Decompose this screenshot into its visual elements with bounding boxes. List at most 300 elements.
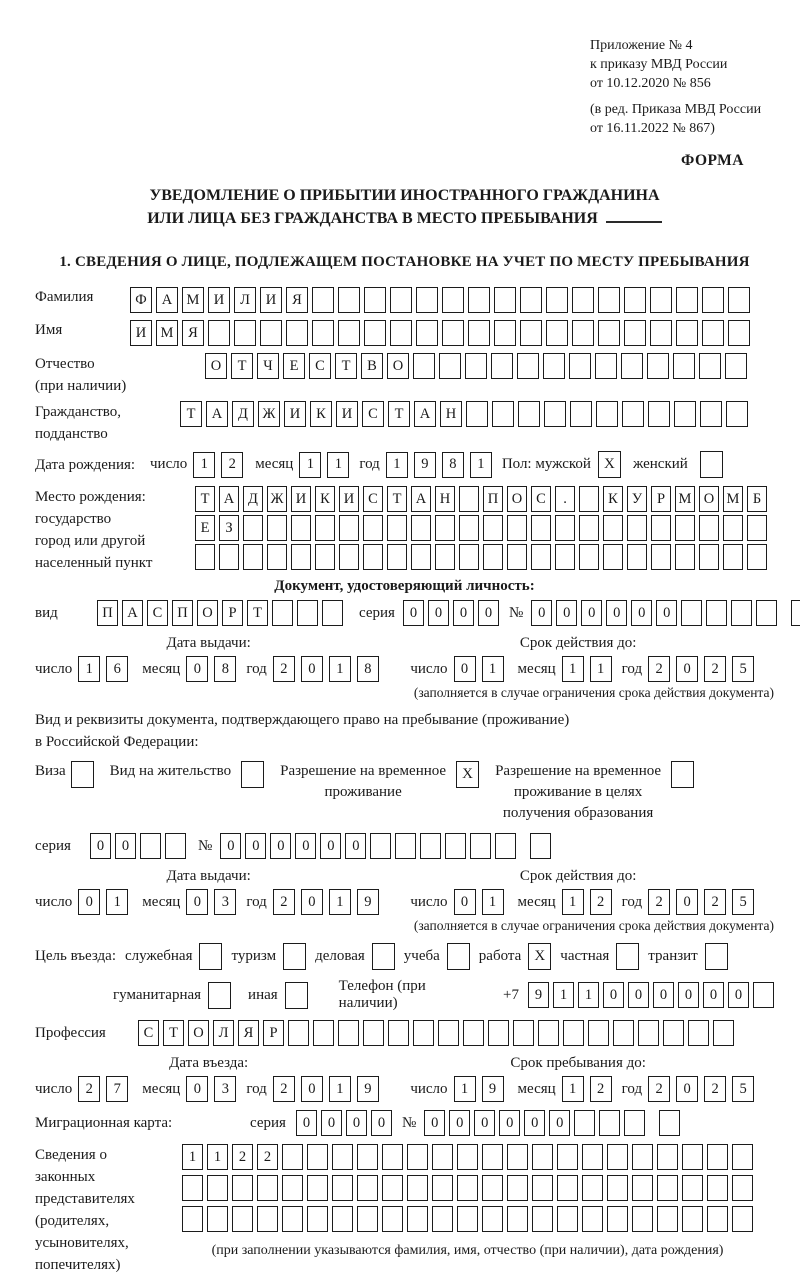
char-cell[interactable]	[732, 1206, 753, 1232]
char-cell[interactable]: 6	[106, 656, 128, 682]
char-cell[interactable]: 0	[320, 833, 341, 859]
char-cell[interactable]	[579, 515, 599, 541]
char-cell[interactable]: 1	[562, 889, 584, 915]
char-cell[interactable]	[313, 1020, 334, 1046]
char-cell[interactable]	[728, 287, 750, 313]
char-cell[interactable]: И	[130, 320, 152, 346]
sex-male-checkbox[interactable]: X	[598, 451, 621, 478]
char-cell[interactable]	[483, 544, 503, 570]
char-cell[interactable]	[651, 544, 671, 570]
education-permit-checkbox[interactable]	[671, 761, 694, 788]
char-cell[interactable]: 0	[703, 982, 724, 1008]
char-cell[interactable]	[488, 1020, 509, 1046]
char-cell[interactable]	[707, 1175, 728, 1201]
char-cell[interactable]: 0	[474, 1110, 495, 1136]
char-cell[interactable]	[357, 1206, 378, 1232]
char-cell[interactable]: М	[156, 320, 178, 346]
char-cell[interactable]: О	[507, 486, 527, 512]
char-cell[interactable]	[699, 515, 719, 541]
char-cell[interactable]: З	[219, 515, 239, 541]
char-cell[interactable]	[574, 1110, 595, 1136]
char-cell[interactable]: Р	[651, 486, 671, 512]
char-cell[interactable]: 8	[357, 656, 379, 682]
char-cell[interactable]: 1	[590, 656, 612, 682]
char-cell[interactable]: 0	[186, 656, 208, 682]
char-cell[interactable]	[579, 486, 599, 512]
char-cell[interactable]: 0	[220, 833, 241, 859]
char-cell[interactable]	[272, 600, 293, 626]
char-cell[interactable]: 2	[273, 1076, 295, 1102]
char-cell[interactable]	[663, 1020, 684, 1046]
char-cell[interactable]	[702, 287, 724, 313]
char-cell[interactable]: 1	[454, 1076, 476, 1102]
char-cell[interactable]: И	[336, 401, 358, 427]
char-cell[interactable]	[445, 833, 466, 859]
char-cell[interactable]	[713, 1020, 734, 1046]
char-cell[interactable]	[432, 1175, 453, 1201]
char-cell[interactable]	[407, 1144, 428, 1170]
char-cell[interactable]: 1	[329, 1076, 351, 1102]
char-cell[interactable]: К	[315, 486, 335, 512]
char-cell[interactable]: 0	[270, 833, 291, 859]
char-cell[interactable]: С	[147, 600, 168, 626]
char-cell[interactable]	[339, 544, 359, 570]
char-cell[interactable]	[357, 1144, 378, 1170]
char-cell[interactable]: 0	[186, 889, 208, 915]
char-cell[interactable]	[507, 515, 527, 541]
char-cell[interactable]	[307, 1175, 328, 1201]
char-cell[interactable]	[732, 1144, 753, 1170]
char-cell[interactable]	[531, 544, 551, 570]
char-cell[interactable]: 9	[357, 1076, 379, 1102]
char-cell[interactable]	[282, 1144, 303, 1170]
char-cell[interactable]: 0	[653, 982, 674, 1008]
char-cell[interactable]	[332, 1144, 353, 1170]
char-cell[interactable]: 0	[90, 833, 111, 859]
char-cell[interactable]	[638, 1020, 659, 1046]
char-cell[interactable]: 1	[562, 656, 584, 682]
char-cell[interactable]: 5	[732, 1076, 754, 1102]
char-cell[interactable]	[339, 515, 359, 541]
char-cell[interactable]: 2	[648, 1076, 670, 1102]
char-cell[interactable]	[747, 515, 767, 541]
char-cell[interactable]: К	[603, 486, 623, 512]
char-cell[interactable]: 0	[581, 600, 602, 626]
char-cell[interactable]	[363, 1020, 384, 1046]
char-cell[interactable]: 0	[115, 833, 136, 859]
char-cell[interactable]: 1	[193, 452, 215, 478]
char-cell[interactable]	[243, 544, 263, 570]
char-cell[interactable]: Е	[195, 515, 215, 541]
char-cell[interactable]	[407, 1175, 428, 1201]
char-cell[interactable]	[557, 1175, 578, 1201]
char-cell[interactable]	[756, 600, 777, 626]
char-cell[interactable]: Ж	[267, 486, 287, 512]
char-cell[interactable]	[699, 544, 719, 570]
char-cell[interactable]	[543, 353, 565, 379]
char-cell[interactable]: 2	[221, 452, 243, 478]
char-cell[interactable]	[702, 320, 724, 346]
char-cell[interactable]	[208, 320, 230, 346]
char-cell[interactable]	[382, 1175, 403, 1201]
char-cell[interactable]: Т	[195, 486, 215, 512]
char-cell[interactable]: 1	[470, 452, 492, 478]
char-cell[interactable]	[459, 486, 479, 512]
char-cell[interactable]	[482, 1175, 503, 1201]
char-cell[interactable]	[621, 353, 643, 379]
char-cell[interactable]	[494, 287, 516, 313]
char-cell[interactable]: 0	[631, 600, 652, 626]
char-cell[interactable]	[627, 544, 647, 570]
char-cell[interactable]	[507, 1175, 528, 1201]
char-cell[interactable]	[673, 353, 695, 379]
char-cell[interactable]: 2	[232, 1144, 253, 1170]
char-cell[interactable]	[432, 1144, 453, 1170]
char-cell[interactable]	[243, 515, 263, 541]
char-cell[interactable]	[495, 833, 516, 859]
char-cell[interactable]	[555, 544, 575, 570]
char-cell[interactable]	[267, 515, 287, 541]
char-cell[interactable]	[517, 353, 539, 379]
char-cell[interactable]	[457, 1206, 478, 1232]
char-cell[interactable]: М	[182, 287, 204, 313]
char-cell[interactable]	[682, 1206, 703, 1232]
char-cell[interactable]	[544, 401, 566, 427]
char-cell[interactable]	[657, 1175, 678, 1201]
char-cell[interactable]	[463, 1020, 484, 1046]
char-cell[interactable]: С	[309, 353, 331, 379]
humanitarian-checkbox[interactable]	[208, 982, 231, 1009]
char-cell[interactable]: Т	[163, 1020, 184, 1046]
char-cell[interactable]	[442, 320, 464, 346]
char-cell[interactable]: 1	[106, 889, 128, 915]
char-cell[interactable]: 0	[321, 1110, 342, 1136]
char-cell[interactable]	[622, 401, 644, 427]
char-cell[interactable]	[407, 1206, 428, 1232]
char-cell[interactable]: 0	[676, 1076, 698, 1102]
char-cell[interactable]	[632, 1206, 653, 1232]
char-cell[interactable]	[791, 600, 800, 626]
char-cell[interactable]	[338, 320, 360, 346]
char-cell[interactable]: 0	[454, 889, 476, 915]
char-cell[interactable]: О	[699, 486, 719, 512]
char-cell[interactable]	[332, 1175, 353, 1201]
char-cell[interactable]	[607, 1175, 628, 1201]
char-cell[interactable]	[411, 515, 431, 541]
char-cell[interactable]	[307, 1206, 328, 1232]
char-cell[interactable]	[613, 1020, 634, 1046]
char-cell[interactable]: А	[411, 486, 431, 512]
char-cell[interactable]: 0	[499, 1110, 520, 1136]
char-cell[interactable]	[468, 320, 490, 346]
char-cell[interactable]: М	[723, 486, 743, 512]
char-cell[interactable]	[657, 1144, 678, 1170]
char-cell[interactable]: Б	[747, 486, 767, 512]
char-cell[interactable]: 0	[449, 1110, 470, 1136]
char-cell[interactable]	[338, 1020, 359, 1046]
char-cell[interactable]	[432, 1206, 453, 1232]
char-cell[interactable]: Я	[182, 320, 204, 346]
char-cell[interactable]	[731, 600, 752, 626]
char-cell[interactable]	[257, 1175, 278, 1201]
char-cell[interactable]	[725, 353, 747, 379]
char-cell[interactable]	[465, 353, 487, 379]
char-cell[interactable]	[416, 287, 438, 313]
char-cell[interactable]	[411, 544, 431, 570]
char-cell[interactable]	[195, 544, 215, 570]
business-checkbox[interactable]	[372, 943, 395, 970]
char-cell[interactable]	[570, 401, 592, 427]
char-cell[interactable]: С	[363, 486, 383, 512]
char-cell[interactable]	[624, 1110, 645, 1136]
char-cell[interactable]	[607, 1144, 628, 1170]
char-cell[interactable]	[315, 544, 335, 570]
char-cell[interactable]: 3	[214, 889, 236, 915]
char-cell[interactable]: 9	[482, 1076, 504, 1102]
char-cell[interactable]	[435, 544, 455, 570]
char-cell[interactable]: 2	[648, 656, 670, 682]
char-cell[interactable]: 0	[301, 889, 323, 915]
char-cell[interactable]	[706, 600, 727, 626]
char-cell[interactable]	[482, 1206, 503, 1232]
char-cell[interactable]	[491, 353, 513, 379]
char-cell[interactable]: О	[205, 353, 227, 379]
char-cell[interactable]	[435, 515, 455, 541]
char-cell[interactable]	[338, 287, 360, 313]
char-cell[interactable]	[603, 544, 623, 570]
char-cell[interactable]: У	[627, 486, 647, 512]
residence-permit-checkbox[interactable]	[241, 761, 264, 788]
char-cell[interactable]: 8	[214, 656, 236, 682]
char-cell[interactable]	[420, 833, 441, 859]
char-cell[interactable]	[659, 1110, 680, 1136]
char-cell[interactable]: 0	[549, 1110, 570, 1136]
official-checkbox[interactable]	[199, 943, 222, 970]
char-cell[interactable]	[624, 287, 646, 313]
char-cell[interactable]: 1	[578, 982, 599, 1008]
char-cell[interactable]	[753, 982, 774, 1008]
char-cell[interactable]: 2	[648, 889, 670, 915]
char-cell[interactable]: 1	[482, 889, 504, 915]
char-cell[interactable]	[603, 515, 623, 541]
char-cell[interactable]	[482, 1144, 503, 1170]
char-cell[interactable]: 0	[345, 833, 366, 859]
char-cell[interactable]: 7	[106, 1076, 128, 1102]
char-cell[interactable]: Д	[243, 486, 263, 512]
char-cell[interactable]	[232, 1175, 253, 1201]
char-cell[interactable]: О	[188, 1020, 209, 1046]
char-cell[interactable]	[557, 1144, 578, 1170]
char-cell[interactable]	[647, 353, 669, 379]
char-cell[interactable]: И	[339, 486, 359, 512]
char-cell[interactable]: Н	[440, 401, 462, 427]
char-cell[interactable]: 2	[273, 656, 295, 682]
char-cell[interactable]: А	[156, 287, 178, 313]
char-cell[interactable]	[681, 600, 702, 626]
char-cell[interactable]	[518, 401, 540, 427]
char-cell[interactable]	[675, 515, 695, 541]
char-cell[interactable]	[459, 544, 479, 570]
char-cell[interactable]	[507, 1144, 528, 1170]
char-cell[interactable]: Р	[222, 600, 243, 626]
tourism-checkbox[interactable]	[283, 943, 306, 970]
char-cell[interactable]: 0	[603, 982, 624, 1008]
char-cell[interactable]: 2	[704, 1076, 726, 1102]
char-cell[interactable]	[234, 320, 256, 346]
char-cell[interactable]: 0	[346, 1110, 367, 1136]
char-cell[interactable]: 9	[528, 982, 549, 1008]
char-cell[interactable]	[395, 833, 416, 859]
other-checkbox[interactable]	[285, 982, 308, 1009]
char-cell[interactable]	[555, 515, 575, 541]
char-cell[interactable]: Т	[247, 600, 268, 626]
char-cell[interactable]	[676, 287, 698, 313]
char-cell[interactable]	[557, 1206, 578, 1232]
char-cell[interactable]: Т	[180, 401, 202, 427]
char-cell[interactable]: Ж	[258, 401, 280, 427]
char-cell[interactable]	[531, 515, 551, 541]
char-cell[interactable]: 0	[676, 656, 698, 682]
char-cell[interactable]: 9	[357, 889, 379, 915]
char-cell[interactable]	[468, 287, 490, 313]
char-cell[interactable]	[513, 1020, 534, 1046]
char-cell[interactable]	[297, 600, 318, 626]
char-cell[interactable]: 0	[428, 600, 449, 626]
char-cell[interactable]: М	[675, 486, 695, 512]
char-cell[interactable]	[312, 287, 334, 313]
char-cell[interactable]: 2	[590, 1076, 612, 1102]
char-cell[interactable]: А	[206, 401, 228, 427]
char-cell[interactable]: Я	[238, 1020, 259, 1046]
char-cell[interactable]: 1	[386, 452, 408, 478]
char-cell[interactable]: 8	[442, 452, 464, 478]
char-cell[interactable]: 1	[562, 1076, 584, 1102]
char-cell[interactable]: 2	[590, 889, 612, 915]
char-cell[interactable]: 0	[186, 1076, 208, 1102]
char-cell[interactable]	[312, 320, 334, 346]
char-cell[interactable]: 1	[329, 656, 351, 682]
char-cell[interactable]: А	[122, 600, 143, 626]
char-cell[interactable]	[282, 1175, 303, 1201]
char-cell[interactable]: Р	[263, 1020, 284, 1046]
char-cell[interactable]: 0	[78, 889, 100, 915]
char-cell[interactable]	[579, 544, 599, 570]
char-cell[interactable]: Ф	[130, 287, 152, 313]
char-cell[interactable]: 1	[207, 1144, 228, 1170]
visa-checkbox[interactable]	[71, 761, 94, 788]
char-cell[interactable]	[520, 320, 542, 346]
char-cell[interactable]	[390, 287, 412, 313]
char-cell[interactable]	[588, 1020, 609, 1046]
char-cell[interactable]	[650, 287, 672, 313]
char-cell[interactable]	[732, 1175, 753, 1201]
char-cell[interactable]: К	[310, 401, 332, 427]
char-cell[interactable]	[532, 1144, 553, 1170]
char-cell[interactable]	[459, 515, 479, 541]
char-cell[interactable]	[370, 833, 391, 859]
char-cell[interactable]: П	[483, 486, 503, 512]
char-cell[interactable]: Т	[387, 486, 407, 512]
char-cell[interactable]: А	[414, 401, 436, 427]
char-cell[interactable]	[390, 320, 412, 346]
char-cell[interactable]: 0	[524, 1110, 545, 1136]
char-cell[interactable]	[624, 320, 646, 346]
private-checkbox[interactable]	[616, 943, 639, 970]
char-cell[interactable]	[699, 353, 721, 379]
char-cell[interactable]	[442, 287, 464, 313]
char-cell[interactable]: О	[387, 353, 409, 379]
study-checkbox[interactable]	[447, 943, 470, 970]
char-cell[interactable]: С	[362, 401, 384, 427]
char-cell[interactable]	[546, 320, 568, 346]
char-cell[interactable]: 0	[478, 600, 499, 626]
char-cell[interactable]	[363, 544, 383, 570]
char-cell[interactable]: А	[219, 486, 239, 512]
char-cell[interactable]	[267, 544, 287, 570]
char-cell[interactable]	[530, 833, 551, 859]
char-cell[interactable]: 5	[732, 889, 754, 915]
char-cell[interactable]: П	[172, 600, 193, 626]
char-cell[interactable]	[307, 1144, 328, 1170]
char-cell[interactable]: 0	[301, 656, 323, 682]
char-cell[interactable]: 0	[453, 600, 474, 626]
char-cell[interactable]	[413, 353, 435, 379]
char-cell[interactable]	[572, 320, 594, 346]
sex-female-checkbox[interactable]	[700, 451, 723, 478]
char-cell[interactable]: 2	[704, 656, 726, 682]
char-cell[interactable]: 2	[704, 889, 726, 915]
char-cell[interactable]: 3	[214, 1076, 236, 1102]
char-cell[interactable]	[747, 544, 767, 570]
char-cell[interactable]: 1	[553, 982, 574, 1008]
char-cell[interactable]	[470, 833, 491, 859]
char-cell[interactable]	[582, 1175, 603, 1201]
char-cell[interactable]: 2	[273, 889, 295, 915]
char-cell[interactable]	[291, 515, 311, 541]
char-cell[interactable]: П	[97, 600, 118, 626]
char-cell[interactable]	[507, 1206, 528, 1232]
char-cell[interactable]	[657, 1206, 678, 1232]
char-cell[interactable]	[364, 287, 386, 313]
char-cell[interactable]: 5	[732, 656, 754, 682]
char-cell[interactable]	[207, 1206, 228, 1232]
char-cell[interactable]: Т	[335, 353, 357, 379]
char-cell[interactable]	[700, 401, 722, 427]
char-cell[interactable]	[165, 833, 186, 859]
char-cell[interactable]: В	[361, 353, 383, 379]
char-cell[interactable]: Л	[234, 287, 256, 313]
char-cell[interactable]: С	[138, 1020, 159, 1046]
char-cell[interactable]	[466, 401, 488, 427]
char-cell[interactable]	[582, 1206, 603, 1232]
char-cell[interactable]	[382, 1206, 403, 1232]
work-checkbox[interactable]: X	[528, 943, 551, 970]
char-cell[interactable]: С	[531, 486, 551, 512]
char-cell[interactable]: 1	[299, 452, 321, 478]
char-cell[interactable]	[483, 515, 503, 541]
char-cell[interactable]: 1	[482, 656, 504, 682]
char-cell[interactable]	[676, 320, 698, 346]
char-cell[interactable]	[723, 544, 743, 570]
char-cell[interactable]: 0	[728, 982, 749, 1008]
char-cell[interactable]	[357, 1175, 378, 1201]
char-cell[interactable]	[651, 515, 671, 541]
char-cell[interactable]	[282, 1206, 303, 1232]
char-cell[interactable]	[599, 1110, 620, 1136]
char-cell[interactable]	[682, 1144, 703, 1170]
char-cell[interactable]	[439, 353, 461, 379]
char-cell[interactable]	[569, 353, 591, 379]
